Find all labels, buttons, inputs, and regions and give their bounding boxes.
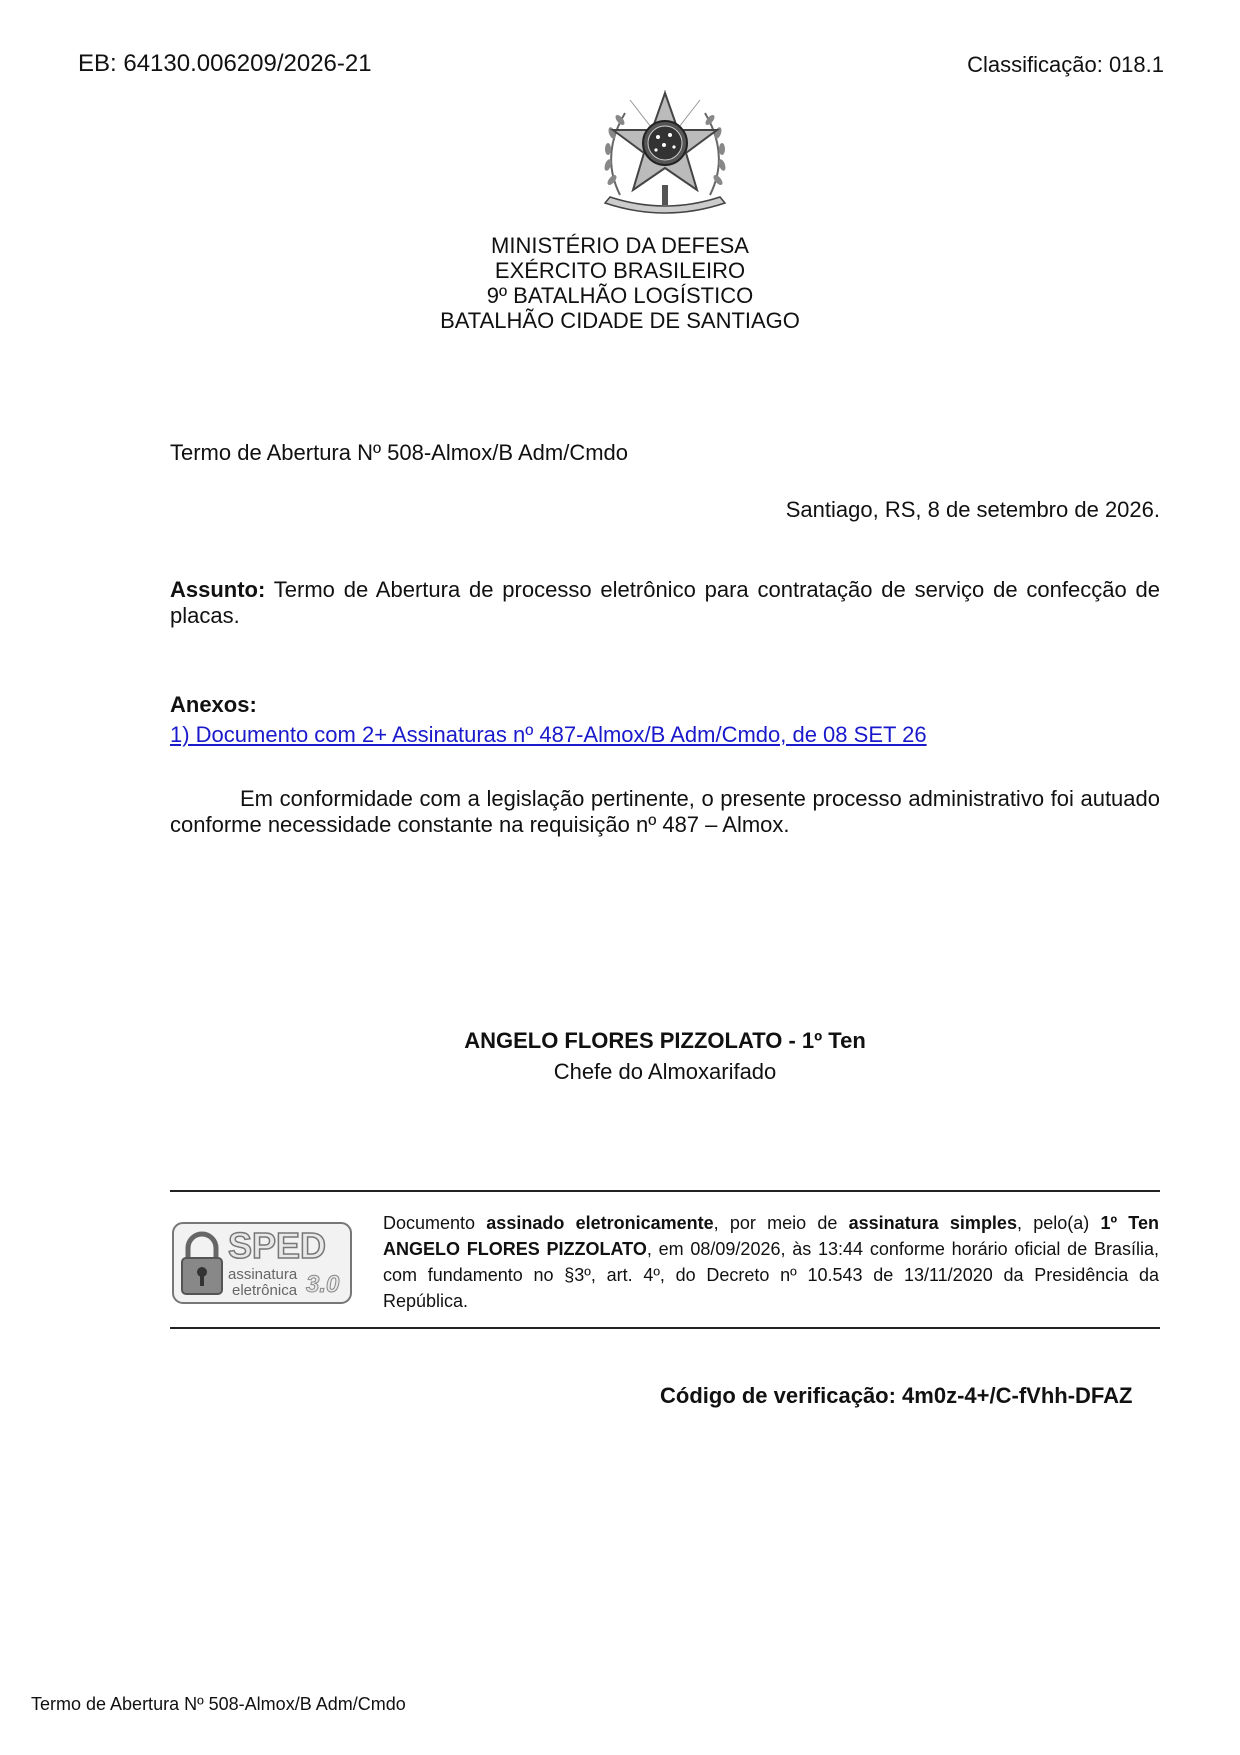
battalion-line: 9º BATALHÃO LOGÍSTICO [486,283,754,308]
sped-bold-1: assinado eletronicamente [486,1213,714,1233]
subject-label: Assunto: [170,577,266,602]
annex-heading: Anexos: [170,692,257,717]
svg-text:SPED: SPED [228,1225,327,1266]
body-paragraph: Em conformidade com a legislação pertinente, o presente processo administrativo foi autuado conforme necessidade constante na requisição nº 487 – Almox. [170,786,1160,837]
document-date: Santiago, RS, 8 de setembro de 2026. [785,497,1160,522]
organization-header [0,233,1240,333]
svg-text:3.0: 3.0 [306,1271,340,1298]
sped-text-4: , em 08/09/2026, às 13:44 conforme horário oficial de Brasília, com fundamento no §3º, art. 4º, do Decreto nº 10.543 de 13/11/2020 da Presidência da República. [383,1239,1159,1311]
annex-link[interactable]: 1) Documento com 2+ Assinaturas nº 487-Almox/B Adm/Cmdo, de 08 SET 26 [170,722,927,747]
ministry-line: MINISTÉRIO DA DEFESA [491,233,749,258]
subject-text: Termo de Abertura de processo eletrônico para contratação de serviço de confecção de placas. [170,577,1160,628]
verification-code: Código de verificação: 4m0z-4+/C-fVhh-DFAZ [660,1383,1133,1408]
army-line: EXÉRCITO BRASILEIRO [494,258,746,283]
subject-paragraph [170,577,1160,629]
svg-text:assinatura: assinatura [228,1266,298,1283]
signer-role: Chefe do Almoxarifado [553,1059,777,1084]
signer-name: ANGELO FLORES PIZZOLATO - 1º Ten [464,1028,866,1053]
sped-bold-2: assinatura simples [848,1213,1017,1233]
sped-text-1: Documento [383,1213,487,1233]
page-footer: Termo de Abertura Nº 508-Almox/B Adm/Cmdo [31,1694,406,1714]
brazil-coat-of-arms-icon [590,85,740,220]
signature-box-bottom-divider [170,1327,1160,1329]
sped-bold-3: 1º Ten ANGELO FLORES PIZZOLATO [383,1213,1159,1259]
document-title: Termo de Abertura Nº 508-Almox/B Adm/Cmdo [170,440,629,465]
battalion-name-line: BATALHÃO CIDADE DE SANTIAGO [440,308,800,333]
electronic-signature-notice [383,1210,1159,1314]
sped-logo [172,1222,352,1304]
sped-text-3: , pelo(a) [1016,1213,1101,1233]
svg-text:eletrônica: eletrônica [232,1282,298,1299]
signature-box-top-divider [170,1190,1160,1192]
classification: Classificação: 018.1 [967,52,1164,77]
process-number: EB: 64130.006209/2026-21 [78,50,372,77]
sped-text-2: , por meio de [713,1213,849,1233]
